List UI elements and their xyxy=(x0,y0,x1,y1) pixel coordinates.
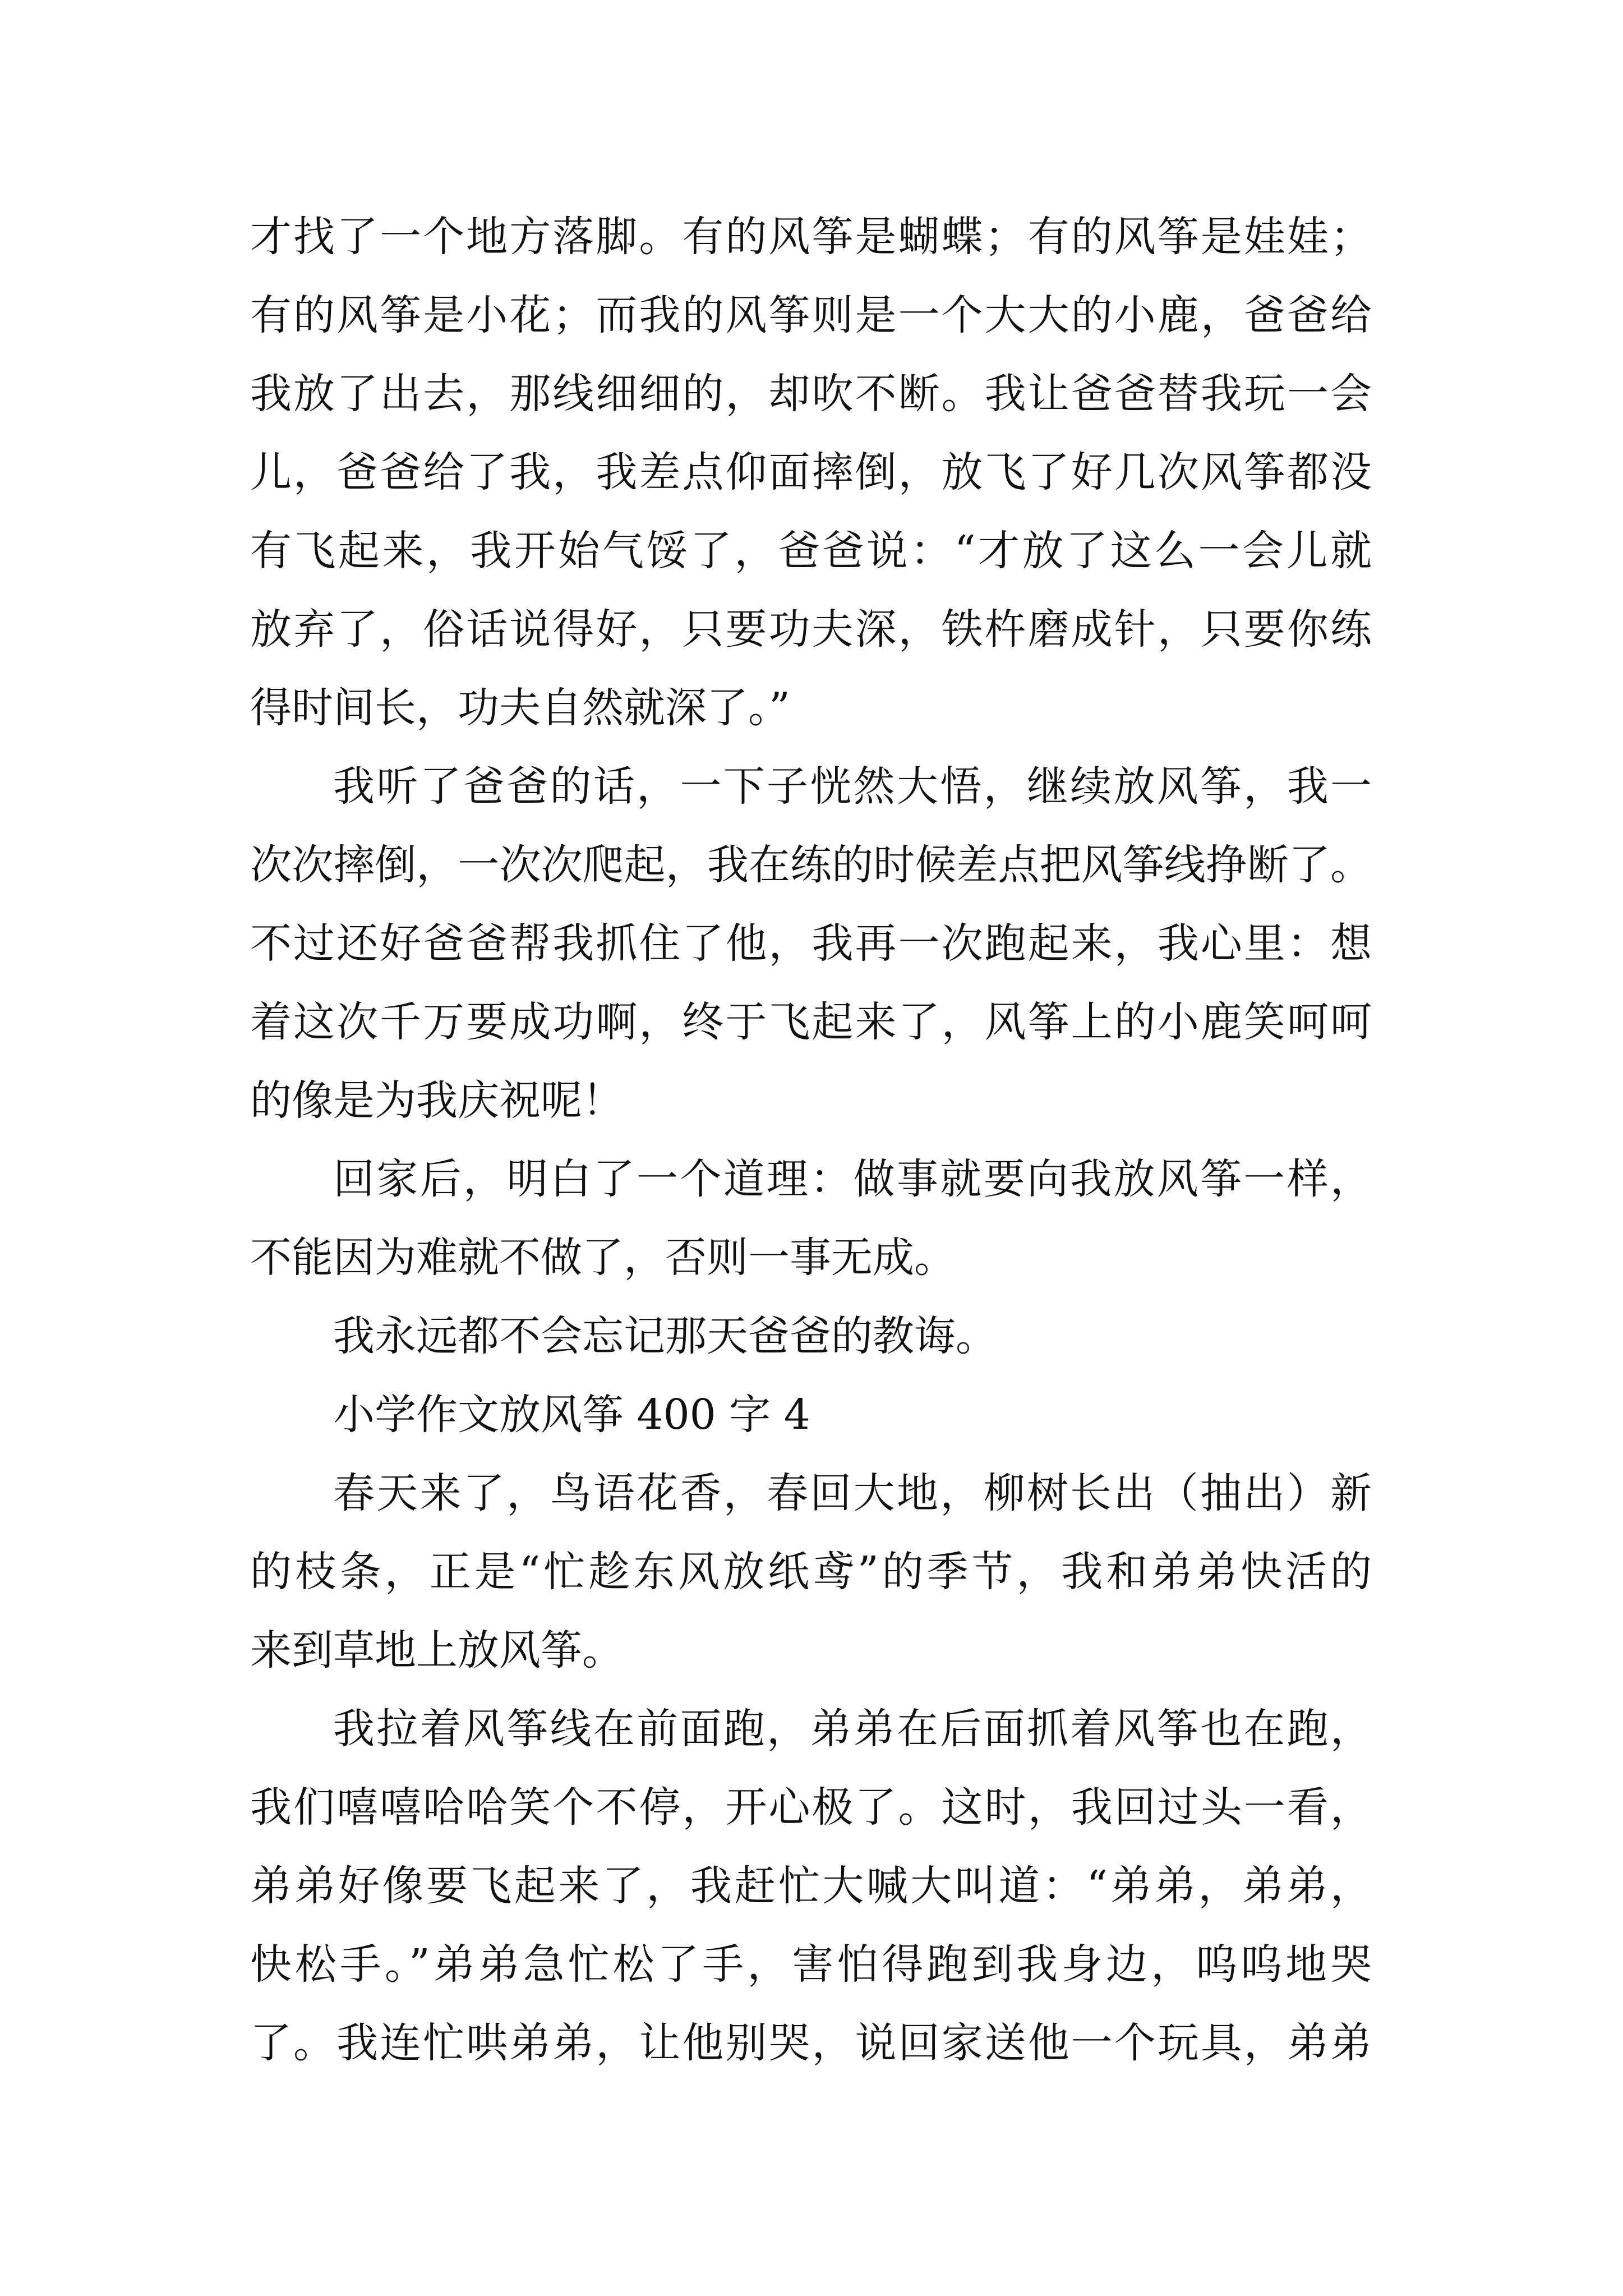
text-line: 不能因为难就不做了，否则一事无成。 xyxy=(250,1234,956,1282)
text-line: 的枝条，正是“忙趁东风放纸鸢”的季节，我和弟弟快活的 xyxy=(250,1548,1372,1596)
text-line: 弟弟好像要飞起来了，我赶忙大喊大叫道：“弟弟，弟弟， xyxy=(250,1862,1372,1910)
text-line: 不过还好爸爸帮我抓住了他，我再一次跑起来，我心里：想 xyxy=(250,919,1372,968)
text-line: 我们嘻嘻哈哈笑个不停，开心极了。这时，我回过头一看， xyxy=(250,1783,1372,1832)
text-line: 快松手。”弟弟急忙松了手，害怕得跑到我身边，呜呜地哭 xyxy=(250,1940,1372,1989)
text-line: 来到草地上放风筝。 xyxy=(250,1626,624,1674)
text-line: 才找了一个地方落脚。有的风筝是蝴蝶；有的风筝是娃娃； xyxy=(250,213,1372,261)
text-line: 了。我连忙哄弟弟，让他别哭，说回家送他一个玩具，弟弟 xyxy=(250,2019,1372,2067)
text-line: 次次摔倒，一次次爬起，我在练的时候差点把风筝线挣断了。 xyxy=(250,841,1372,889)
text-line: 有的风筝是小花；而我的风筝则是一个大大的小鹿，爸爸给 xyxy=(250,291,1372,339)
text-line: 儿，爸爸给了我，我差点仰面摔倒，放飞了好几次风筝都没 xyxy=(250,448,1372,496)
text-line: 有飞起来，我开始气馁了，爸爸说：“才放了这么一会儿就 xyxy=(250,527,1372,575)
text-line: 着这次千万要成功啊，终于飞起来了，风筝上的小鹿笑呵呵 xyxy=(250,998,1372,1046)
text-line: 得时间长，功夫自然就深了。” xyxy=(250,684,790,732)
text-line: 放弃了，俗话说得好，只要功夫深，铁杵磨成针，只要你练 xyxy=(250,605,1372,654)
paragraph-first-line: 我听了爸爸的话，一下子恍然大悟，继续放风筝，我一 xyxy=(333,762,1372,811)
paragraph-first-line: 我拉着风筝线在前面跑，弟弟在后面抓着风筝也在跑， xyxy=(333,1705,1372,1753)
text-line: 我放了出去，那线细细的，却吹不断。我让爸爸替我玩一会 xyxy=(250,370,1372,418)
section-heading: 小学作文放风筝 400 字 4 xyxy=(333,1391,810,1439)
paragraph-first-line: 春天来了，鸟语花香，春回大地，柳树长出（抽出）新 xyxy=(333,1469,1372,1517)
paragraph-first-line: 我永远都不会忘记那天爸爸的教诲。 xyxy=(333,1312,997,1360)
paragraph-first-line: 回家后，明白了一个道理：做事就要向我放风筝一样， xyxy=(333,1155,1372,1203)
text-line: 的像是为我庆祝呢！ xyxy=(250,1076,624,1125)
